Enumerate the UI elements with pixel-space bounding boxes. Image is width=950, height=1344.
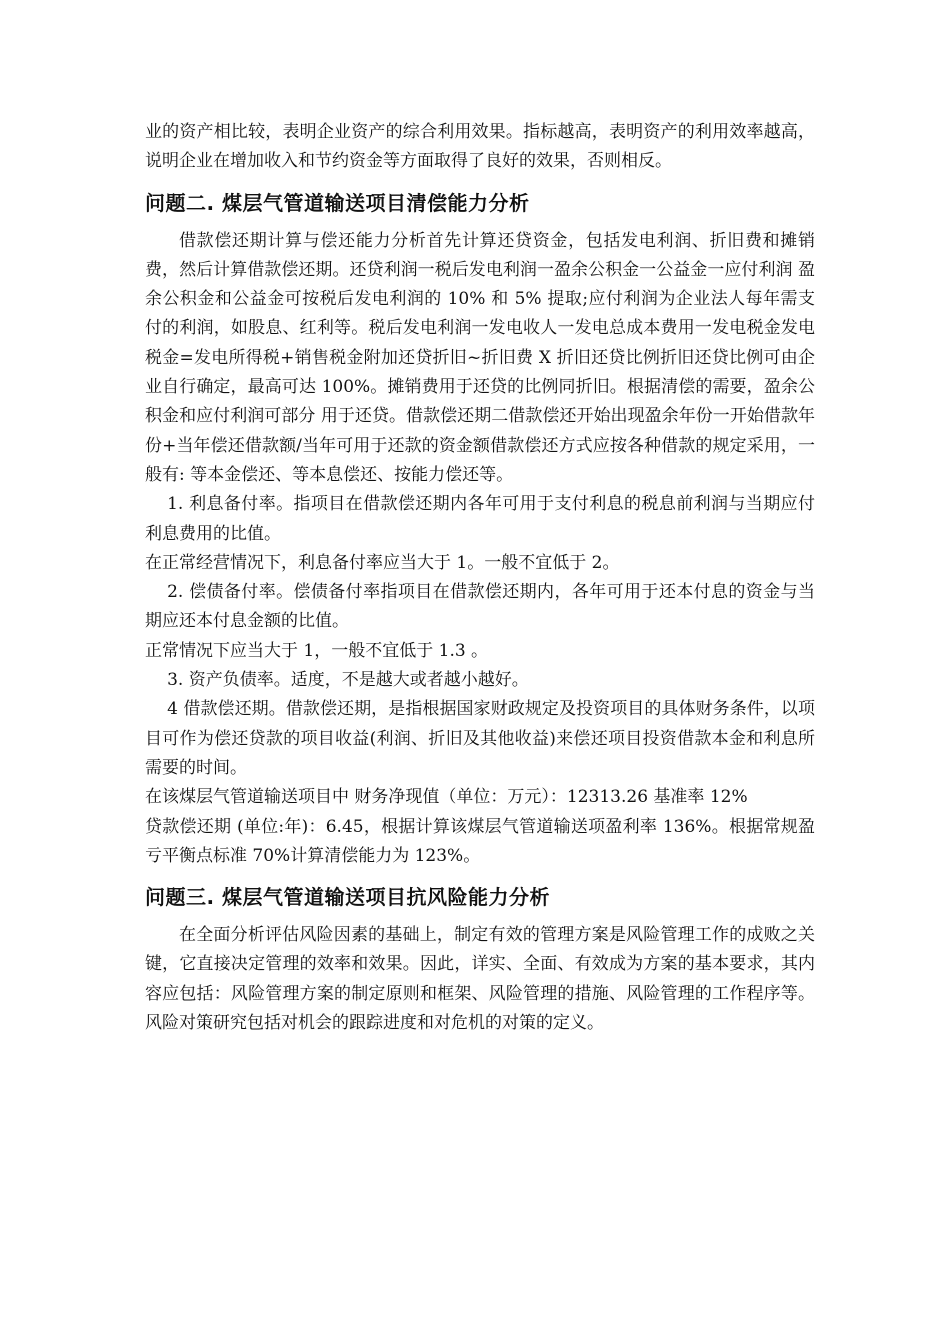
document-page: [145, 118, 815, 1038]
paragraph-repayment-result: 贷款偿还期 (单位:年)：6.45，根据计算该煤层气管道输送项盈利率 136%。根据常规盈亏平衡点标准 70%计算清偿能力为 123%。: [145, 816, 815, 866]
paragraph-interest-coverage-ratio: 1. 利息备付率。指项目在借款偿还期内各年可用于支付利息的税息前利润与当期应付利息费用的比值。: [145, 494, 815, 544]
heading-solvency-analysis: 问题二. 煤层气管道输送项目清偿能力分析: [145, 190, 530, 215]
paragraph-repayment-period-calculation: 借款偿还期计算与偿还能力分析首先计算还贷资金，包括发电利润、折旧费和摊销费，然后计算借款偿还期。还贷利润一税后发电利润一盈余公积金一公益金一应付利润 盈余公积金和公益金可按税后发电利润的 10% 和 5% 提取;应付利润为企业法人每年需支付的利润，如股息、红利等。税后发电利润一发电收人一发电总成本费用一发电税金发电税金=发电所得税+销售税金附加还贷折旧~折旧费 X 折旧还贷比例折旧还贷比例可由企业自行确定，最高可达 100%。摊销费用于还贷的比例同折旧。根据清偿的需要，盈余公积金和应付利润可部分 用于还贷。借款偿还期二借款偿还开始出现盈余年份一开始借款年份+当年偿还借款额/当年可用于还款的资金额借款偿还方式应按各种借款的规定采用，一般有: 等本金偿还、等本息偿还、按能力偿还等。: [145, 230, 815, 485]
paragraph-loan-repayment-period: 4 借款偿还期。借款偿还期，是指根据国家财政规定及投资项目的具体财务条件，以项目可作为偿还贷款的项目收益(利润、折旧及其他收益)来偿还项目投资借款本金和利息所需要的时间。: [145, 699, 815, 778]
paragraph-net-present-value: 在该煤层气管道输送项目中 财务净现值（单位：万元）：12313.26 基准率 12%: [145, 787, 748, 808]
paragraph-risk-management-plan: 在全面分析评估风险因素的基础上，制定有效的管理方案是风险管理工作的成败之关键，它直接决定管理的效率和效果。因此，详实、全面、有效成为方案的基本要求，其内容应包括：风险管理方案的制定原则和框架、风险管理的措施、风险管理的工作程序等。风险对策研究包括对机会的跟踪进度和对危机的对策的定义。: [145, 925, 815, 1034]
heading-risk-resistance-analysis: 问题三. 煤层气管道输送项目抗风险能力分析: [145, 885, 551, 910]
paragraph-asset-utilization: 业的资产相比较，表明企业资产的综合利用效果。指标越高，表明资产的利用效率越高，说明企业在增加收入和节约资金等方面取得了良好的效果，否则相反。: [145, 122, 815, 172]
paragraph-interest-coverage-standard: 在正常经营情况下，利息备付率应当大于 1。一般不宜低于 2。: [145, 552, 620, 573]
paragraph-debt-service-coverage-ratio: 2. 偿债备付率。偿债备付率指项目在借款偿还期内，各年可用于还本付息的资金与当期应还本付息金额的比值。: [145, 582, 815, 632]
paragraph-asset-liability-ratio: 3. 资产负债率。适度，不是越大或者越小越好。: [167, 670, 529, 691]
paragraph-debt-service-standard: 正常情况下应当大于 1，一般不宜低于 1.3 。: [145, 640, 489, 661]
